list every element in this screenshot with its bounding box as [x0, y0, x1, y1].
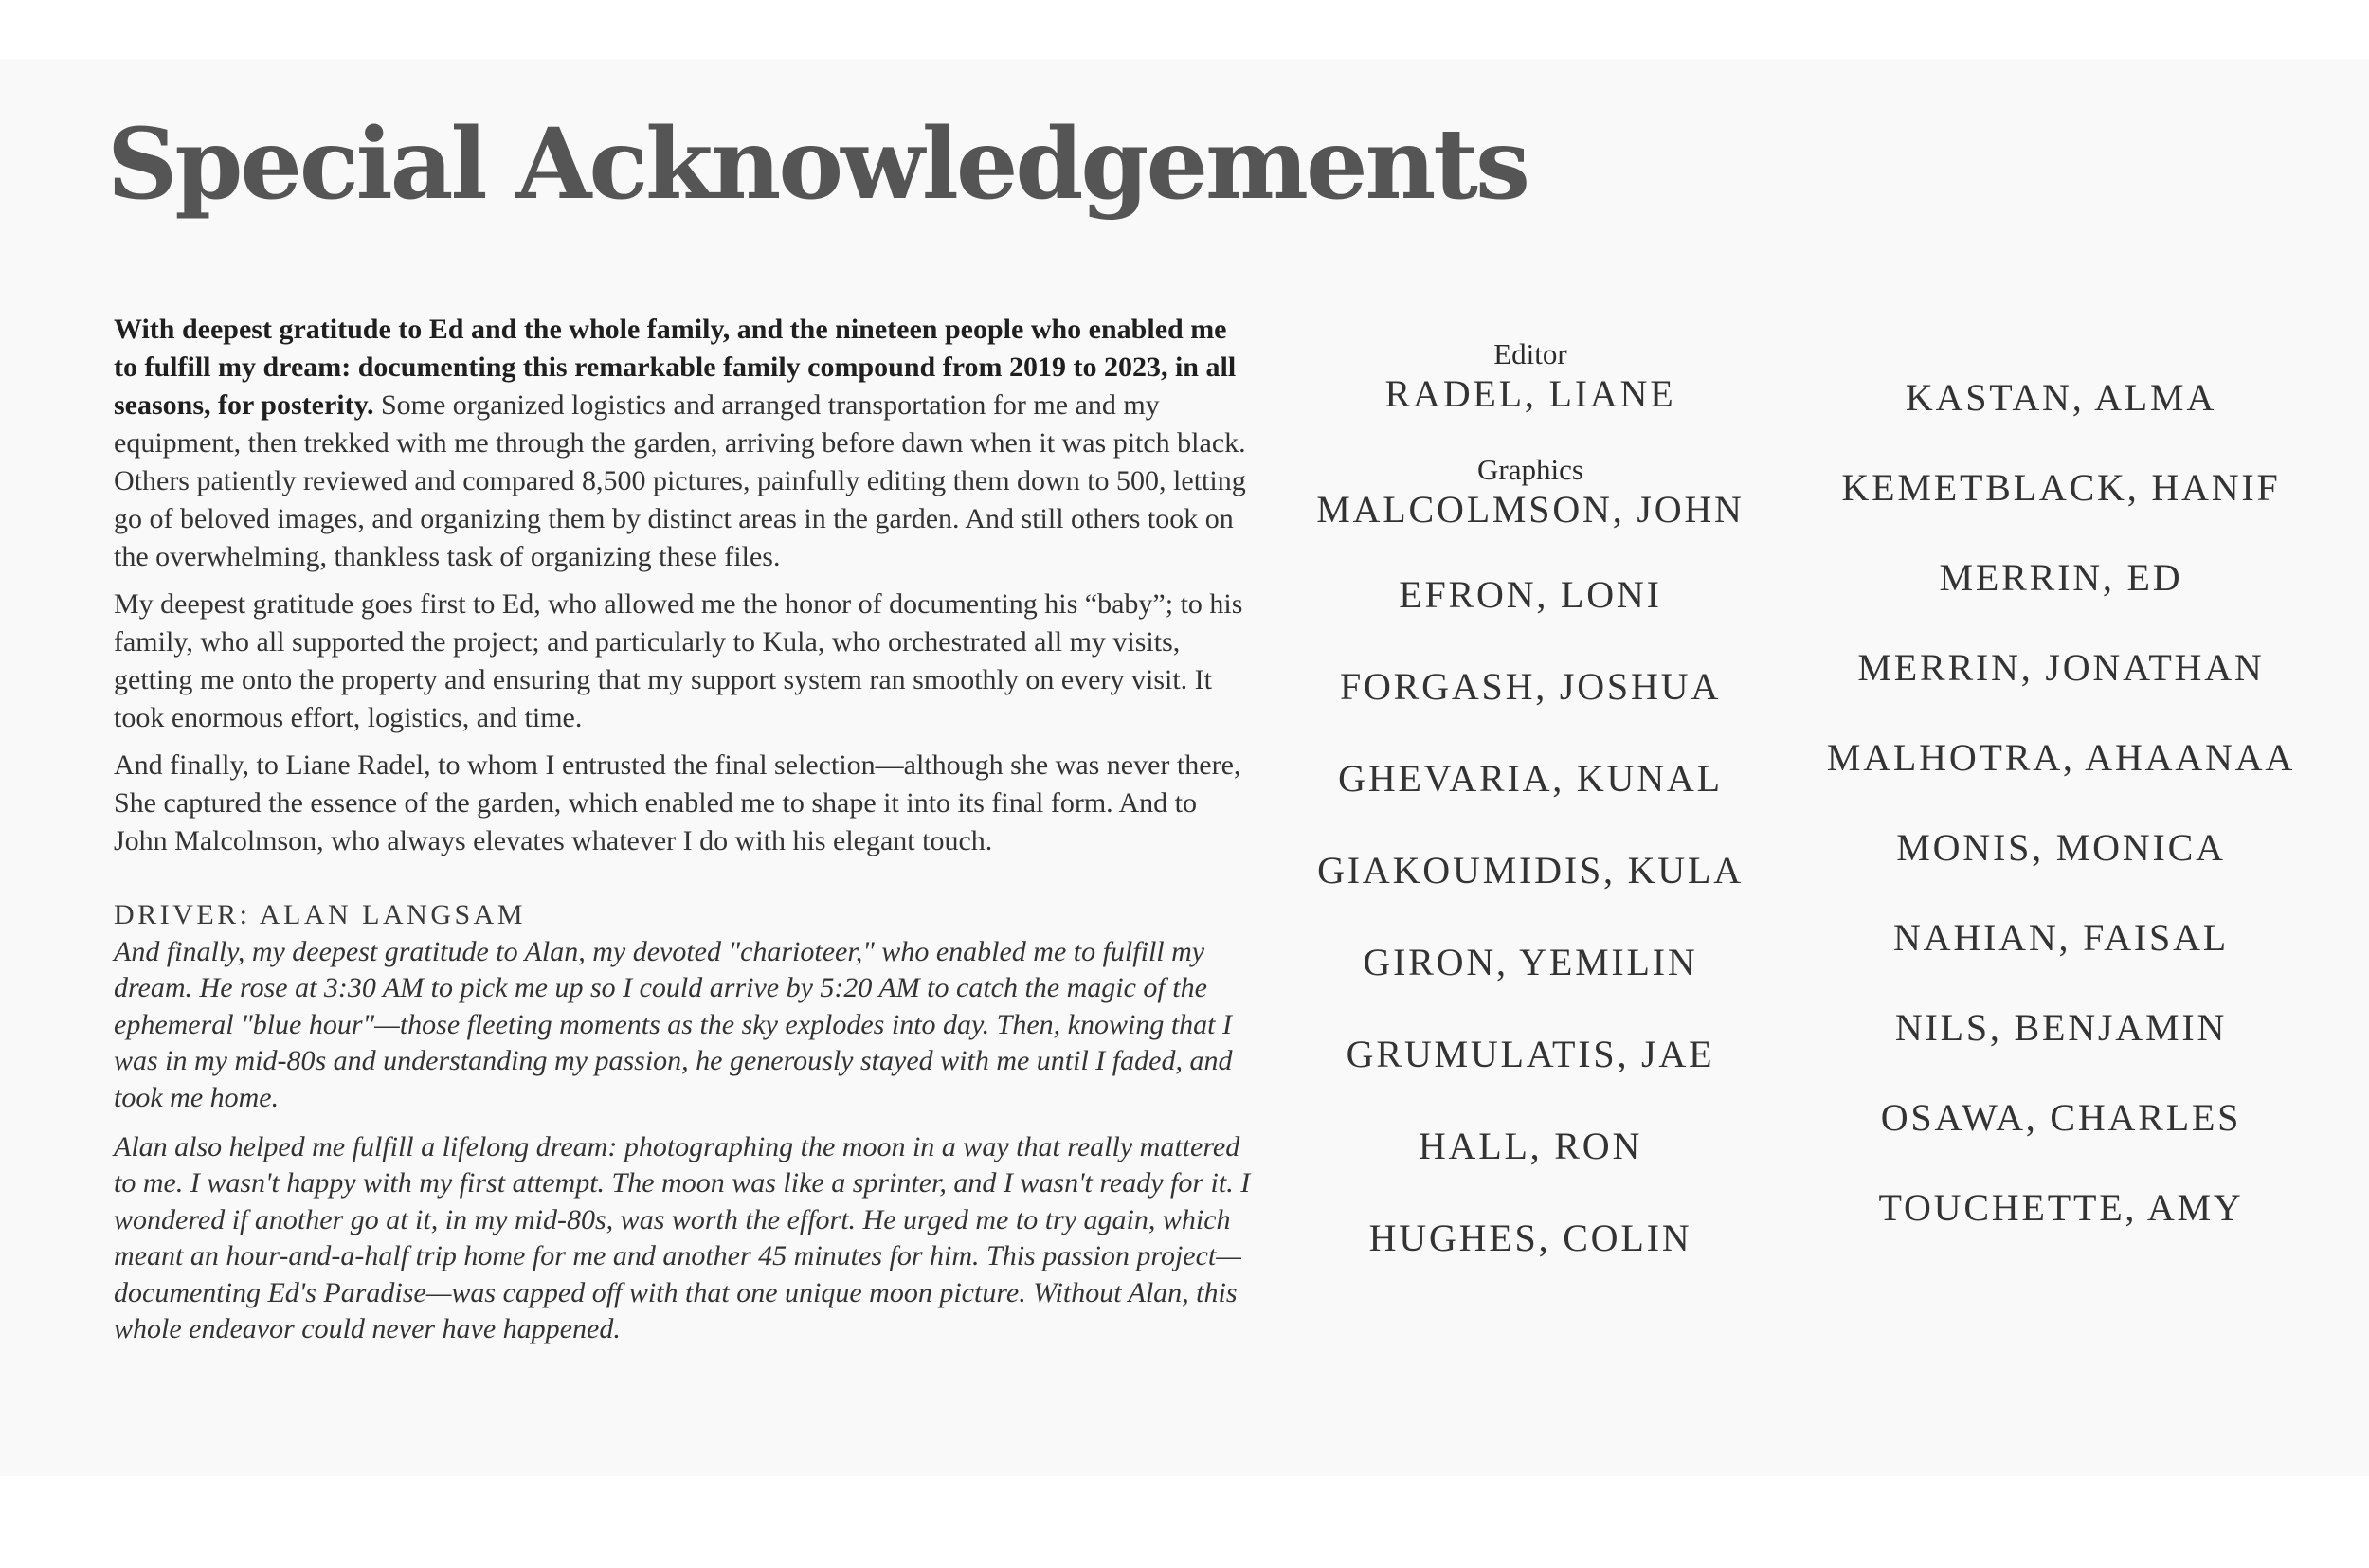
credit-name: NILS, BENJAMIN	[1894, 1006, 2228, 1049]
credit-name: MERRIN, JONATHAN	[1857, 646, 2265, 689]
intro-bold-text: With deepest gratitude to Ed and the whole family, and the nineteen people who enabled me to fulfill my dream: documenting this remarkable family compound from 2019 to 2023, in all seasons, for posterity.	[114, 314, 1237, 421]
credit-name: MERRIN, ED	[1939, 556, 2183, 599]
credits-column-2	[1824, 375, 2298, 1275]
credit-name: MONIS, MONICA	[1896, 826, 2226, 869]
acknowledgement-text	[114, 311, 1251, 1361]
credit-name: EFRON, LONI	[1399, 573, 1662, 616]
credit-name: GIRON, YEMILIN	[1363, 941, 1698, 983]
credit-name: KEMETBLACK, HANIF	[1841, 466, 2281, 509]
editor-label: Editor	[1493, 337, 1567, 370]
credit-name: MALHOTRA, AHAANAA	[1826, 736, 2296, 779]
graphics-label: Graphics	[1477, 453, 1583, 486]
editor-name: RADEL, LIANE	[1384, 372, 1676, 415]
credits-column-1	[1293, 337, 1767, 1307]
credit-name: KASTAN, ALMA	[1905, 376, 2217, 419]
finally-paragraph: And finally, to Liane Radel, to whom I entrusted the final selection—although she was never there, She captured the essence of the garden, which enabled me to shape it into its final form. And to John Malcolmson, who always elevates whatever I do with his elegant touch.	[114, 749, 1241, 856]
driver-heading: DRIVER: ALAN LANGSAM	[114, 899, 527, 930]
intro-text: Some organized logistics and arranged transportation for me and my equipment, then trekked with me through the garden, arriving before dawn when it was pitch black. Others patiently reviewed and compared 8,500 pictures, painfully editing them down to 500, letting go of beloved images, and organizing them by distinct areas in the garden. And still others took on the overwhelming, thankless task of organizing these files.	[114, 389, 1246, 572]
credit-name: GIAKOUMIDIS, KULA	[1317, 849, 1744, 892]
driver-paragraph-2: Alan also helped me fulfill a lifelong dream: photographing the moon in a way that really mattered to me. I wasn't happy with my first attempt. The moon was like a sprinter, and I wasn't ready for it. I wondered if another go at it, in my mid-80s, was worth the effort. He urged me to try again, which meant an hour-and-a-half trip home for me and another 45 minutes for him. This passion project—documenting Ed's Paradise—was capped off with that one unique moon picture. Without Alan, this whole endeavor could never have happened.	[114, 1131, 1251, 1345]
credit-name: HALL, RON	[1418, 1125, 1643, 1167]
credit-name: NAHIAN, FAISAL	[1892, 916, 2229, 959]
credit-name: FORGASH, JOSHUA	[1339, 665, 1722, 708]
page-title: Special Acknowledgements	[107, 107, 1528, 222]
credit-name: HUGHES, COLIN	[1368, 1217, 1692, 1259]
gratitude-paragraph: My deepest gratitude goes first to Ed, who allowed me the honor of documenting his “baby”; to his family, who all supported the project; and particularly to Kula, who orchestrated all my visits, getting me onto the property and ensuring that my support system ran smoothly on every visit. It took enormous effort, logistics, and time.	[114, 588, 1243, 733]
intro-paragraph	[114, 311, 1251, 576]
credit-name: GHEVARIA, KUNAL	[1338, 757, 1723, 800]
credit-name: TOUCHETTE, AMY	[1878, 1186, 2244, 1229]
credit-name: OSAWA, CHARLES	[1880, 1096, 2242, 1139]
graphics-name: MALCOLMSON, JOHN	[1316, 488, 1745, 531]
credit-name: GRUMULATIS, JAE	[1346, 1033, 1715, 1075]
driver-paragraph-1: And finally, my deepest gratitude to Alan, my devoted "charioteer," who enabled me to fulfill my dream. He rose at 3:30 AM to pick me up so I could arrive by 5:20 AM to catch the magic of the ephemeral "blue hour"—those fleeting moments as the sky explodes into day. Then, knowing that I was in my mid-80s and understanding my passion, he generously stayed with me until I faded, and took me home.	[114, 936, 1233, 1113]
